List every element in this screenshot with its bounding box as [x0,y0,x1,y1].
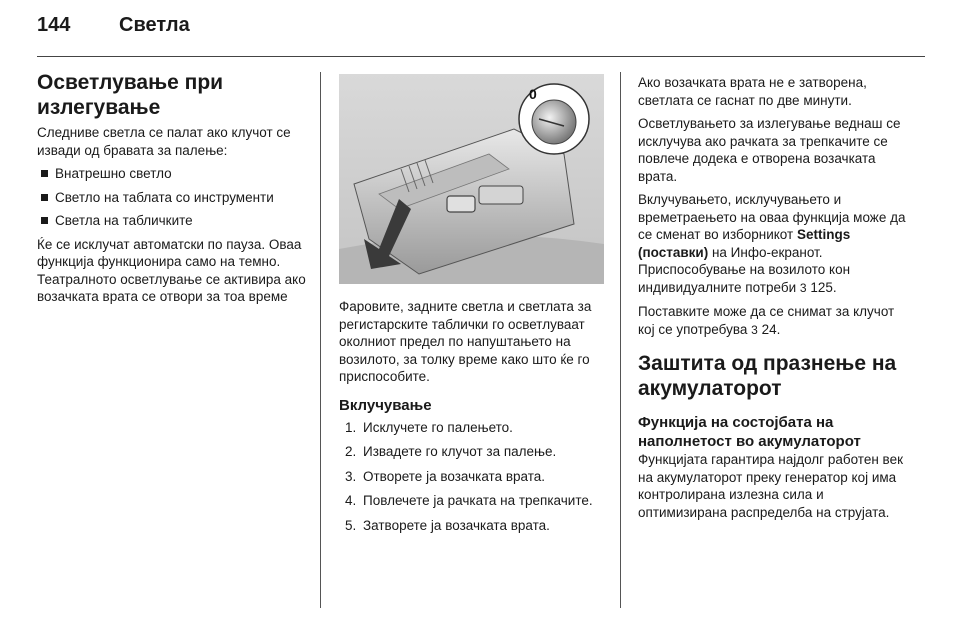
list-item: Внатрешно светло [37,165,312,183]
column-right [638,74,906,527]
body-paragraph: Функцијата гарантира најдолг работен век на акумулаторот преку генератор кој има контролирана излезна сила и оптимизирана распределба на струјата. [638,452,903,520]
page-number: 144 [37,14,71,36]
section-heading: Заштита од празнење на акумулаторот [638,352,897,400]
column-left [37,70,312,312]
column-divider [320,72,321,608]
page-reference-link[interactable]: 125. [810,279,837,295]
bullet-square-icon [41,217,48,224]
body-paragraph: Ќе се исклучат автоматски по пауза. Оваа функција функционира само на темно. Театралното осветлување се активира ако возачката врата се отвори за тоа време [37,236,306,304]
step-list [339,419,609,535]
subsection-heading: Функција на состојбата на наполнетост во акумулаторот [638,414,861,450]
column-divider [620,72,621,608]
light-switch-illustration [339,74,604,284]
body-paragraph: Осветлувањето за излегување веднаш се исклучува ако рачката за трепкачите се повлече додека е отворена возачката врата. [638,116,901,184]
stalk-illustration-svg [339,74,604,284]
section-heading: Осветлување при излегување [37,71,224,119]
svg-text:0: 0 [529,86,537,102]
bullet-list [37,165,312,230]
list-item: 2. Извадете го клучот за палење. [345,444,557,459]
page-reference-icon: 3 [751,322,758,337]
intro-paragraph: Следниве светла се палат ако клучот се извади од бравата за палење: [37,125,291,158]
list-item: 5. Затворете ја возачката врата. [345,517,550,533]
body-paragraph: Ако возачката врата не е затворена, светлата се гаснат по две минути. [638,75,867,108]
page-reference-link[interactable]: 24. [761,321,781,337]
page-header [37,14,927,54]
list-item: 3. Отворете ја возачката врата. [345,468,546,484]
page-section-title: Светла [119,14,190,36]
body-paragraph: Вклучувањето, исклучувањето и времетраењето на оваа функција може да се сменат во изборникот Settings (поставки) на Инфо-екранот. Приспособување на возилото кон индивидуалните потреби 3 125. [638,192,906,295]
figure-caption: Фаровите, задните светла и светлата за регистарските таблички го осветлуваат околниот предел по напуштањето на возилото, за толку време како што ќе го приспособите. [339,299,592,384]
page-reference-icon: 3 [799,280,807,295]
list-item: Светло на таблата со инструменти [37,189,312,207]
body-paragraph: Поставките може да се снимат за клучот кој се употребува 3 24. [638,304,895,337]
column-middle [339,74,609,541]
list-item: 1. Исклучете го палењето. [345,419,513,435]
list-item: Светла на табличките [37,212,312,230]
list-item: 4. Повлечете ја рачката на трепкачите. [345,493,593,508]
bullet-square-icon [41,194,48,201]
header-rule [37,56,925,57]
bullet-square-icon [41,170,48,177]
subsection-heading: Вклучување [339,396,432,414]
menu-term: Settings (поставки) [638,227,851,260]
